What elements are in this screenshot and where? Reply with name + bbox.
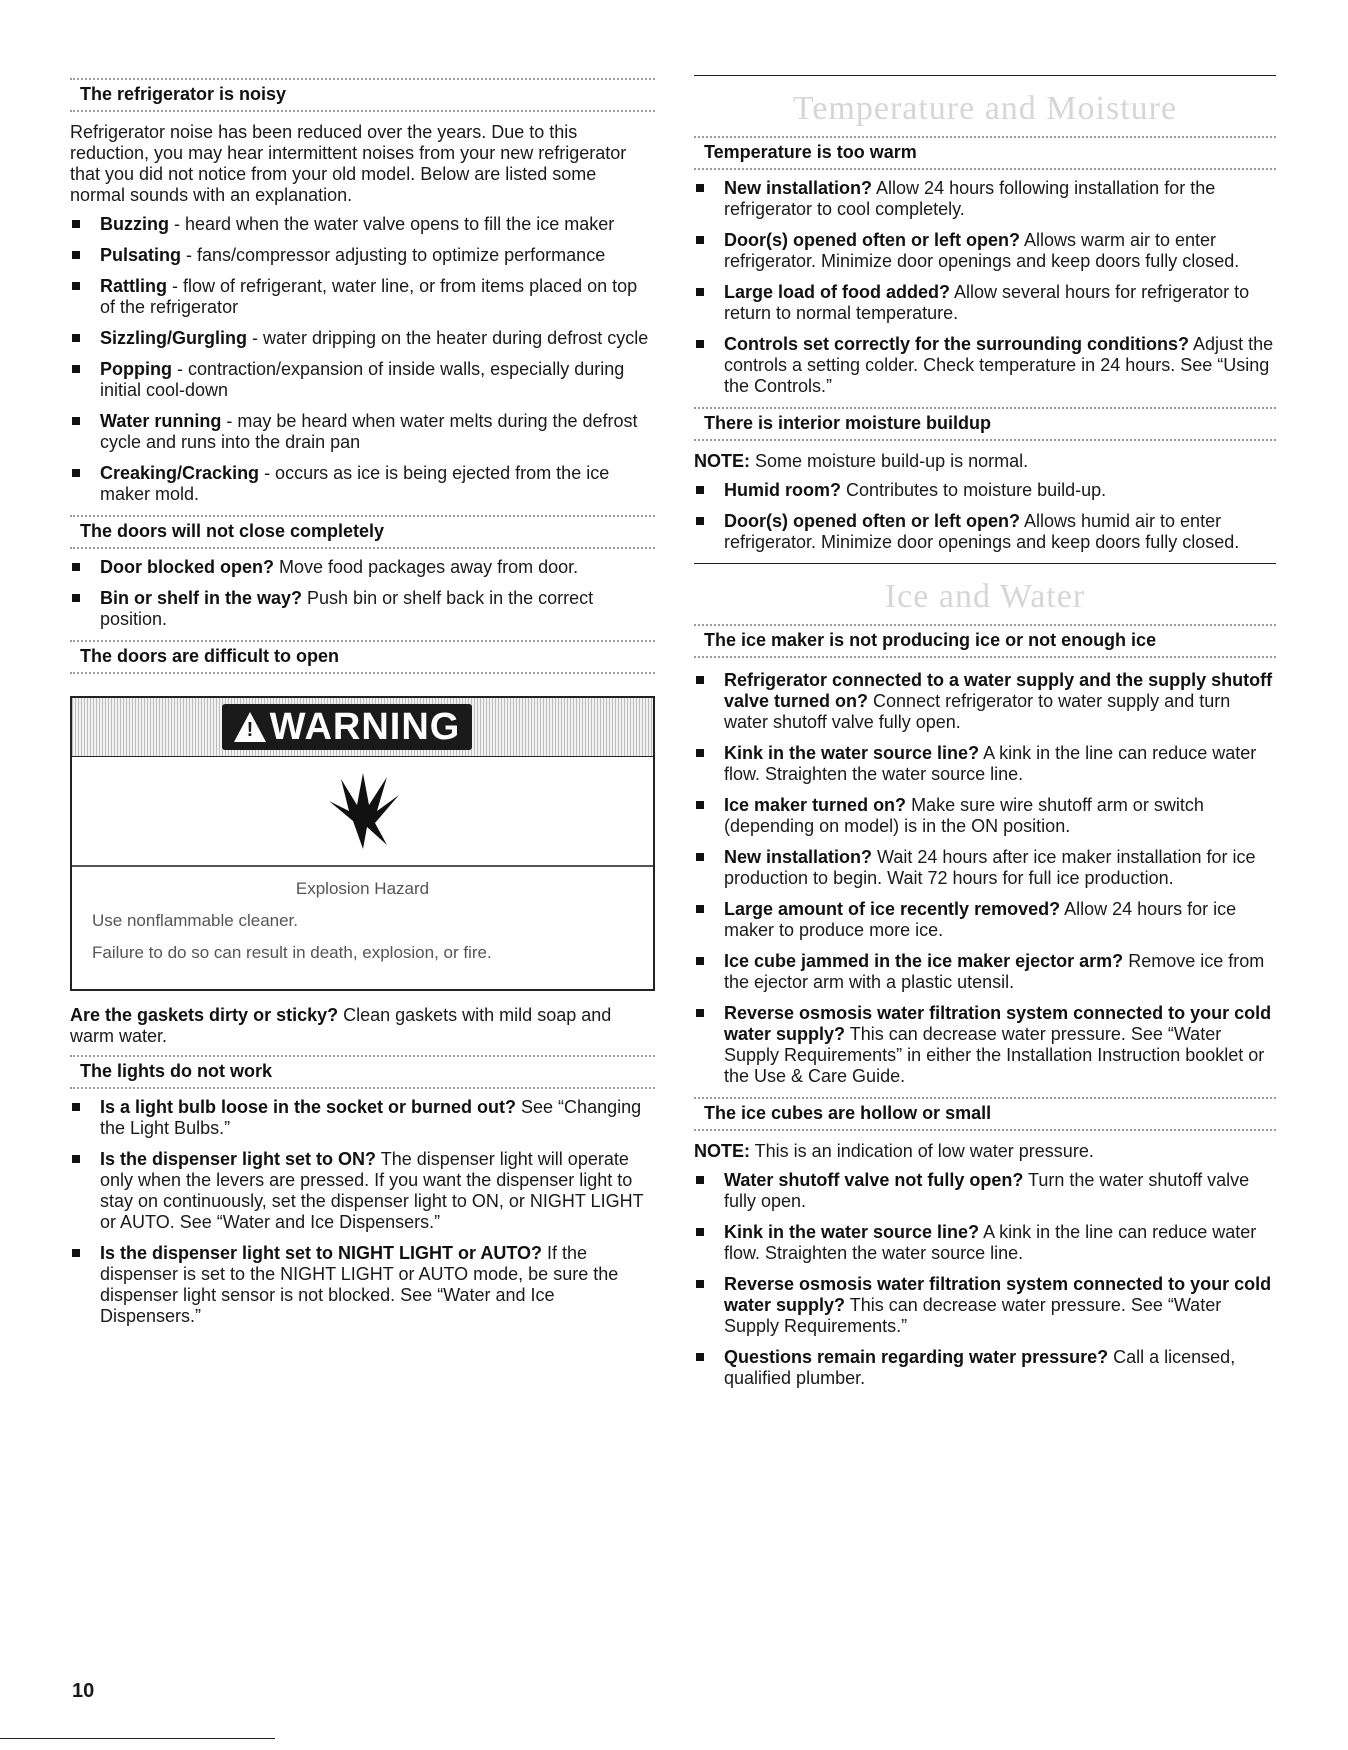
- list-item-text: If the dispenser is set to the NIGHT LIGHT or AUTO mode, be sure the dispenser light sensor is not blocked. See “Water and Ice Dispensers.”: [100, 1243, 619, 1326]
- section-title-doors-close: The doors will not close completely: [70, 515, 655, 549]
- section-title-noisy: The refrigerator is noisy: [70, 78, 655, 112]
- list-item-lead: Questions remain regarding water pressure?: [724, 1347, 1109, 1367]
- warning-hazard: Explosion Hazard: [295, 879, 430, 898]
- warning-text: [72, 867, 653, 989]
- right-column: [694, 75, 1276, 1399]
- list-item: [694, 670, 1276, 733]
- list-item-text: A kink in the line can reduce water flow. Straighten the water source line.: [724, 1222, 1257, 1263]
- list-item-lead: Is a light bulb loose in the socket or burned out?: [100, 1097, 517, 1117]
- banner-ice-water: Ice and Water: [694, 563, 1276, 624]
- icemaker-list: [694, 670, 1276, 1087]
- list-item-lead: Controls set correctly for the surrounding conditions?: [724, 334, 1190, 354]
- list-item: [694, 847, 1276, 889]
- warning-line-1: Use nonflammable cleaner.: [92, 911, 299, 930]
- section-title-hollow: The ice cubes are hollow or small: [694, 1097, 1276, 1131]
- noisy-list: [70, 214, 655, 505]
- list-item-lead: Humid room?: [724, 480, 841, 500]
- list-item: [70, 588, 655, 630]
- list-item-lead: Rattling: [100, 276, 167, 296]
- hollow-list: [694, 1170, 1276, 1389]
- list-item: [70, 214, 655, 235]
- list-item-text: Push bin or shelf back in the correct position.: [100, 588, 594, 629]
- gaskets-question: Are the gaskets dirty or sticky?: [70, 1005, 339, 1025]
- list-item-lead: Kink in the water source line?: [724, 743, 980, 763]
- list-item-lead: Bin or shelf in the way?: [100, 588, 303, 608]
- list-item-lead: Large amount of ice recently removed?: [724, 899, 1061, 919]
- list-item-text: The dispenser light will operate only when the levers are pressed. If you want the dispenser light to stay on continuously, set the dispenser light to ON, or NIGHT LIGHT or AUTO. See “Water and Ice Dispensers.”: [100, 1149, 644, 1232]
- list-item-lead: Water shutoff valve not fully open?: [724, 1170, 1024, 1190]
- list-item: [70, 276, 655, 318]
- list-item-lead: Ice cube jammed in the ice maker ejector arm?: [724, 951, 1124, 971]
- list-item: [70, 557, 655, 578]
- list-item-lead: Kink in the water source line?: [724, 1222, 980, 1242]
- list-item-lead: Is the dispenser light set to NIGHT LIGHT or AUTO?: [100, 1243, 543, 1263]
- warning-label-text: WARNING: [269, 706, 461, 748]
- list-item-text: Contributes to moisture build-up.: [841, 480, 1107, 500]
- list-item-lead: Large load of food added?: [724, 282, 950, 302]
- list-item-lead: New installation?: [724, 847, 873, 867]
- list-item: [694, 1274, 1276, 1337]
- list-item-text: Allow several hours for refrigerator to return to normal temperature.: [724, 282, 1250, 323]
- moisture-note-text: Some moisture build-up is normal.: [750, 451, 1029, 471]
- list-item-text: Connect refrigerator to water supply and turn water shutoff valve fully open.: [724, 691, 1231, 732]
- list-item: [694, 511, 1276, 553]
- list-item-lead: New installation?: [724, 178, 873, 198]
- list-item-lead: Popping: [100, 359, 172, 379]
- list-item-text: - heard when the water valve opens to fill the ice maker: [169, 214, 615, 234]
- list-item: [70, 1149, 655, 1233]
- warning-triangle-icon: !: [234, 712, 266, 742]
- list-item-text: Move food packages away from door.: [274, 557, 579, 577]
- moisture-note: [694, 451, 1276, 472]
- doors-close-list: [70, 557, 655, 630]
- list-item: [694, 1347, 1276, 1389]
- list-item-lead: Reverse osmosis water filtration system connected to your cold water supply?: [724, 1274, 1272, 1315]
- list-item-text: - flow of refrigerant, water line, or from items placed on top of the refrigerator: [100, 276, 638, 317]
- list-item-lead: Door(s) opened often or left open?: [724, 511, 1020, 531]
- list-item: [694, 795, 1276, 837]
- section-title-moisture: There is interior moisture buildup: [694, 407, 1276, 441]
- list-item-lead: Refrigerator connected to a water supply and the supply shutoff valve turned on?: [724, 670, 1273, 711]
- list-item-text: - contraction/expansion of inside walls, especially during initial cool-down: [100, 359, 625, 400]
- list-item: [694, 230, 1276, 272]
- warning-line-2: Failure to do so can result in death, explosion, or fire.: [92, 943, 492, 962]
- moisture-list: [694, 480, 1276, 553]
- list-item-text: Allow 24 hours following installation for the refrigerator to cool completely.: [724, 178, 1216, 219]
- list-item-lead: Door blocked open?: [100, 557, 275, 577]
- list-item: [694, 951, 1276, 993]
- lights-list: [70, 1097, 655, 1327]
- list-item-text: - fans/compressor adjusting to optimize performance: [181, 245, 606, 265]
- list-item-text: - water dripping on the heater during defrost cycle: [247, 328, 649, 348]
- noisy-intro: Refrigerator noise has been reduced over the years. Due to this reduction, you may hear intermittent noises from your new refrigerator that you did not notice from your old model. Below are listed some normal sounds with an explanation.: [70, 122, 627, 205]
- list-item-lead: Pulsating: [100, 245, 182, 265]
- list-item-text: See “Changing the Light Bulbs.”: [100, 1097, 642, 1138]
- hollow-note: [694, 1141, 1276, 1162]
- hollow-note-label: NOTE:: [694, 1141, 750, 1161]
- moisture-note-label: NOTE:: [694, 451, 750, 471]
- list-item: [694, 1170, 1276, 1212]
- warning-header: [72, 698, 653, 756]
- list-item-text: Remove ice from the ejector arm with a plastic utensil.: [724, 951, 1265, 992]
- list-item: [694, 743, 1276, 785]
- list-item: [70, 463, 655, 505]
- list-item-lead: Creaking/Cracking: [100, 463, 260, 483]
- section-title-doors-open: The doors are difficult to open: [70, 640, 655, 674]
- warning-label: [222, 704, 472, 750]
- list-item-text: This can decrease water pressure. See “Water Supply Requirements” in either the Installation Instruction booklet or the Use & Care Guide.: [724, 1024, 1265, 1086]
- list-item: [694, 282, 1276, 324]
- list-item-lead: Ice maker turned on?: [724, 795, 907, 815]
- list-item: [70, 328, 655, 349]
- list-item-lead: Door(s) opened often or left open?: [724, 230, 1020, 250]
- list-item-text: Adjust the controls a setting colder. Check temperature in 24 hours. See “Using the Controls.”: [724, 334, 1274, 396]
- list-item-text: Make sure wire shutoff arm or switch (depending on model) is in the ON position.: [724, 795, 1204, 836]
- footer-rule: [0, 1738, 275, 1739]
- list-item-text: Call a licensed, qualified plumber.: [724, 1347, 1236, 1388]
- list-item: [694, 1003, 1276, 1087]
- warning-box: [70, 696, 655, 991]
- left-column: [70, 78, 655, 1337]
- list-item-lead: Reverse osmosis water filtration system connected to your cold water supply?: [724, 1003, 1272, 1044]
- hollow-note-text: This is an indication of low water pressure.: [750, 1141, 1094, 1161]
- list-item-text: Allow 24 hours for ice maker to produce more ice.: [724, 899, 1237, 940]
- list-item-text: - may be heard when water melts during the defrost cycle and runs into the drain pan: [100, 411, 638, 452]
- gaskets-text: [70, 1005, 655, 1047]
- list-item-text: Allows humid air to enter refrigerator. Minimize door openings and keep doors fully closed.: [724, 511, 1240, 552]
- list-item: [70, 1097, 655, 1139]
- list-item: [70, 245, 655, 266]
- gaskets-answer: Clean gaskets with mild soap and warm water.: [70, 1005, 612, 1046]
- list-item-lead: Sizzling/Gurgling: [100, 328, 247, 348]
- section-title-warm: Temperature is too warm: [694, 136, 1276, 170]
- warm-list: [694, 178, 1276, 397]
- list-item-text: This can decrease water pressure. See “Water Supply Requirements.”: [724, 1295, 1222, 1336]
- list-item: [70, 1243, 655, 1327]
- list-item-lead: Water running: [100, 411, 222, 431]
- list-item-text: - occurs as ice is being ejected from the ice maker mold.: [100, 463, 610, 504]
- explosion-icon: [72, 756, 653, 867]
- list-item-lead: Buzzing: [100, 214, 169, 234]
- banner-temperature-moisture: Temperature and Moisture: [694, 75, 1276, 136]
- page-number: 10: [72, 1680, 95, 1702]
- list-item: [70, 359, 655, 401]
- list-item: [694, 178, 1276, 220]
- list-item-text: Turn the water shutoff valve fully open.: [724, 1170, 1250, 1211]
- list-item: [694, 334, 1276, 397]
- section-title-lights: The lights do not work: [70, 1055, 655, 1089]
- list-item: [694, 480, 1276, 501]
- list-item-text: A kink in the line can reduce water flow. Straighten the water source line.: [724, 743, 1257, 784]
- list-item: [694, 1222, 1276, 1264]
- list-item: [694, 899, 1276, 941]
- list-item-text: Wait 24 hours after ice maker installation for ice production to begin. Wait 72 hours for full ice production.: [724, 847, 1256, 888]
- section-title-icemaker: The ice maker is not producing ice or not enough ice: [694, 624, 1276, 658]
- list-item-lead: Is the dispenser light set to ON?: [100, 1149, 377, 1169]
- list-item: [70, 411, 655, 453]
- list-item-text: Allows warm air to enter refrigerator. Minimize door openings and keep doors fully closed.: [724, 230, 1240, 271]
